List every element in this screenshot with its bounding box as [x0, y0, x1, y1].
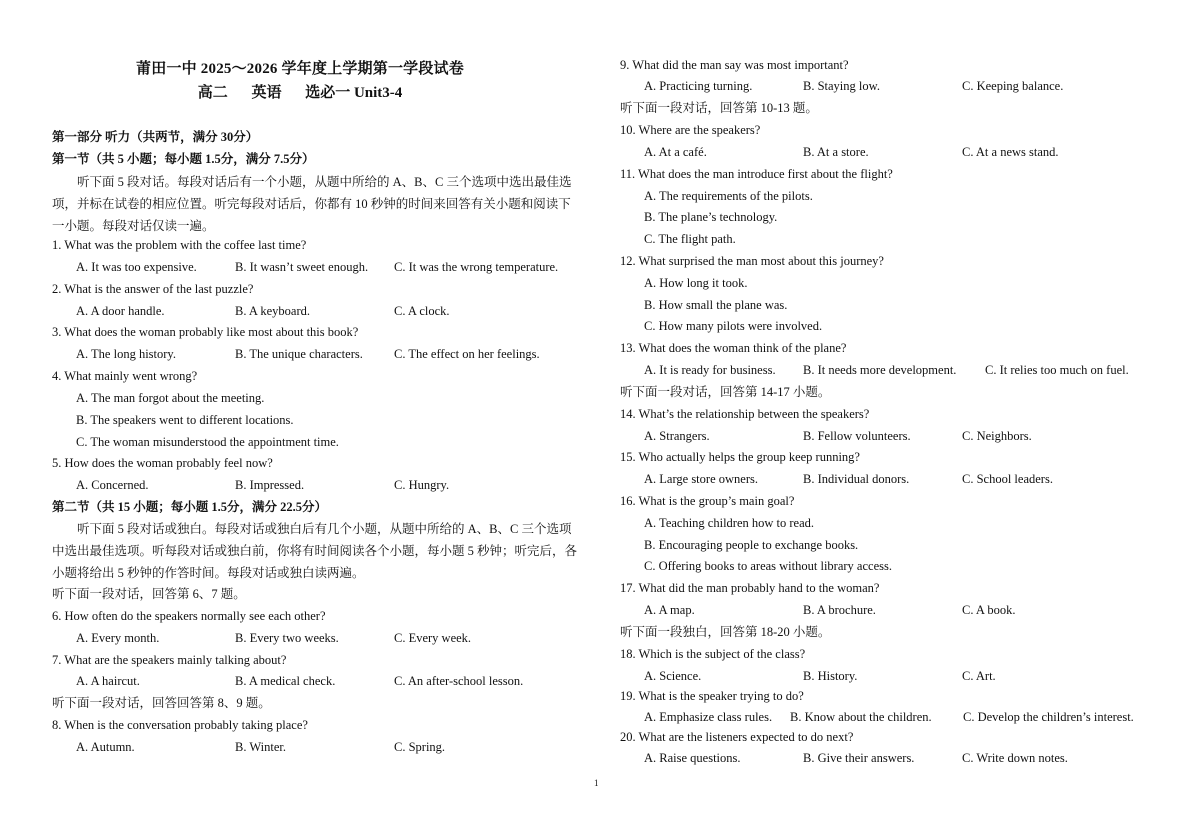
- listening-note: 听下面一段对话，回答第 10-13 题。: [620, 101, 818, 115]
- option-c: C. The flight path.: [644, 232, 736, 246]
- option-b: B. Staying low.: [803, 79, 880, 93]
- option-c: C. It relies too much on fuel.: [985, 363, 1129, 377]
- option-c: C. At a news stand.: [962, 145, 1059, 159]
- question-stem: 3. What does the woman probably like most about this book?: [52, 325, 359, 339]
- listening-note: 听下面一段独白，回答第 18-20 小题。: [620, 625, 831, 639]
- option-a: A. How long it took.: [644, 276, 748, 290]
- exam-title: 莆田一中 2025～2026 学年度上学期第一学段试卷: [136, 61, 464, 77]
- scope-label: 选必一 Unit3-4: [305, 85, 403, 101]
- option-c: C. Develop the children’s interest.: [963, 710, 1134, 724]
- section1-instructions: 听下面 5 段对话。每段对话后有一个小题，从题中所给的 A、B、C 三个选项中选出最佳选项，并标在试卷的相应位置。听完每段对话后，你都有 10 秒钟的时间来回答有关小题和阅读下一小题。每段对话仅读一遍。: [52, 175, 572, 233]
- option-a: A. Autumn.: [76, 740, 135, 754]
- question-stem: 9. What did the man say was most important?: [620, 58, 849, 72]
- option-b: B. Give their answers.: [803, 751, 915, 765]
- option-b: B. It needs more development.: [803, 363, 957, 377]
- option-c: C. An after-school lesson.: [394, 674, 524, 688]
- question-stem: 13. What does the woman think of the plane?: [620, 341, 847, 355]
- question-stem: 7. What are the speakers mainly talking about?: [52, 653, 287, 667]
- question-stem: 2. What is the answer of the last puzzle?: [52, 282, 254, 296]
- question-stem: 8. When is the conversation probably taking place?: [52, 718, 308, 732]
- option-c: C. A clock.: [394, 304, 450, 318]
- option-a: A. The long history.: [76, 347, 176, 361]
- option-a: A. Large store owners.: [644, 472, 758, 486]
- option-b: B. Encouraging people to exchange books.: [644, 538, 859, 552]
- option-b: B. The unique characters.: [235, 347, 363, 361]
- question-stem: 6. How often do the speakers normally see each other?: [52, 609, 326, 623]
- question-stem: 12. What surprised the man most about this journey?: [620, 254, 884, 268]
- option-a: A. Practicing turning.: [644, 79, 753, 93]
- option-a: A. Teaching children how to read.: [644, 516, 815, 530]
- question-stem: 16. What is the group’s main goal?: [620, 494, 795, 508]
- option-b: B. A keyboard.: [235, 304, 310, 318]
- option-a: A. Every month.: [76, 631, 160, 645]
- option-b: B. Fellow volunteers.: [803, 429, 911, 443]
- option-a: A. Emphasize class rules.: [644, 710, 773, 724]
- option-c: C. Spring.: [394, 740, 446, 754]
- option-c: C. Offering books to areas without library access.: [644, 559, 892, 573]
- question-stem: 20. What are the listeners expected to do next?: [620, 730, 854, 744]
- listening-note: 听下面一段对话，回答第 14-17 小题。: [620, 385, 831, 399]
- option-c: C. Write down notes.: [962, 751, 1068, 765]
- option-b: B. History.: [803, 669, 858, 683]
- exam-subtitle: [0, 81, 600, 102]
- option-c: C. School leaders.: [962, 472, 1053, 486]
- page-number: 1: [594, 778, 599, 788]
- option-a: A. The requirements of the pilots.: [644, 189, 813, 203]
- option-a: A. A door handle.: [76, 304, 165, 318]
- question-stem: 4. What mainly went wrong?: [52, 369, 198, 383]
- option-b: B. The speakers went to different locations.: [76, 413, 294, 427]
- option-b: B. A brochure.: [803, 603, 876, 617]
- option-b: B. It wasn’t sweet enough.: [235, 260, 369, 274]
- option-a: A. At a café.: [644, 145, 707, 159]
- question-stem: 18. Which is the subject of the class?: [620, 647, 806, 661]
- question-stem: 19. What is the speaker trying to do?: [620, 689, 804, 703]
- option-c: C. How many pilots were involved.: [644, 319, 823, 333]
- section2-instructions: 听下面 5 段对话或独白。每段对话或独白后有几个小题，从题中所给的 A、B、C 三个选项中选出最佳选项。听每段对话或独白前，你将有时间阅读各个小题，每小题 5 秒钟；听完后，各小题将给出 5 秒钟的作答时间。每段对话或独白读两遍。: [52, 522, 578, 580]
- option-b: B. Individual donors.: [803, 472, 910, 486]
- option-a: A. Concerned.: [76, 478, 149, 492]
- option-c: C. A book.: [962, 603, 1016, 617]
- section2-heading: 第二节（共 15 小题；每小题 1.5分，满分 22.5分）: [52, 500, 328, 514]
- question-stem: 11. What does the man introduce first about the flight?: [620, 167, 893, 181]
- option-a: A. Raise questions.: [644, 751, 741, 765]
- option-a: A. Strangers.: [644, 429, 710, 443]
- option-c: C. Neighbors.: [962, 429, 1032, 443]
- option-b: B. Winter.: [235, 740, 287, 754]
- option-a: A. It is ready for business.: [644, 363, 776, 377]
- question-stem: 14. What’s the relationship between the speakers?: [620, 407, 870, 421]
- option-a: A. A haircut.: [76, 674, 140, 688]
- question-stem: 10. Where are the speakers?: [620, 123, 761, 137]
- option-c: C. It was the wrong temperature.: [394, 260, 559, 274]
- option-a: A. The man forgot about the meeting.: [76, 391, 265, 405]
- subject-label: 英语: [251, 85, 282, 101]
- listening-note: 听下面一段对话，回答回答第 8、9 题。: [52, 696, 271, 710]
- question-stem: 1. What was the problem with the coffee last time?: [52, 238, 307, 252]
- option-b: B. The plane’s technology.: [644, 210, 778, 224]
- option-b: B. A medical check.: [235, 674, 336, 688]
- option-b: B. At a store.: [803, 145, 869, 159]
- option-c: C. Hungry.: [394, 478, 450, 492]
- section1-heading: 第一节（共 5 小题；每小题 1.5分，满分 7.5分）: [52, 152, 315, 166]
- question-stem: 17. What did the man probably hand to the woman?: [620, 581, 880, 595]
- option-b: B. Impressed.: [235, 478, 305, 492]
- question-stem: 5. How does the woman probably feel now?: [52, 456, 273, 470]
- option-b: B. Every two weeks.: [235, 631, 339, 645]
- question-stem: 15. Who actually helps the group keep running?: [620, 450, 860, 464]
- listening-note: 听下面一段对话，回答第 6、7 题。: [52, 587, 246, 601]
- option-b: B. Know about the children.: [790, 710, 932, 724]
- option-a: A. It was too expensive.: [76, 260, 197, 274]
- option-c: C. Art.: [962, 669, 996, 683]
- option-c: C. The woman misunderstood the appointment time.: [76, 435, 339, 449]
- option-c: C. Keeping balance.: [962, 79, 1064, 93]
- part1-heading: 第一部分 听力（共两节，满分 30分）: [52, 130, 259, 144]
- option-c: C. The effect on her feelings.: [394, 347, 540, 361]
- grade-label: 高二: [197, 85, 228, 101]
- option-b: B. How small the plane was.: [644, 298, 788, 312]
- option-a: A. A map.: [644, 603, 695, 617]
- option-c: C. Every week.: [394, 631, 472, 645]
- option-a: A. Science.: [644, 669, 702, 683]
